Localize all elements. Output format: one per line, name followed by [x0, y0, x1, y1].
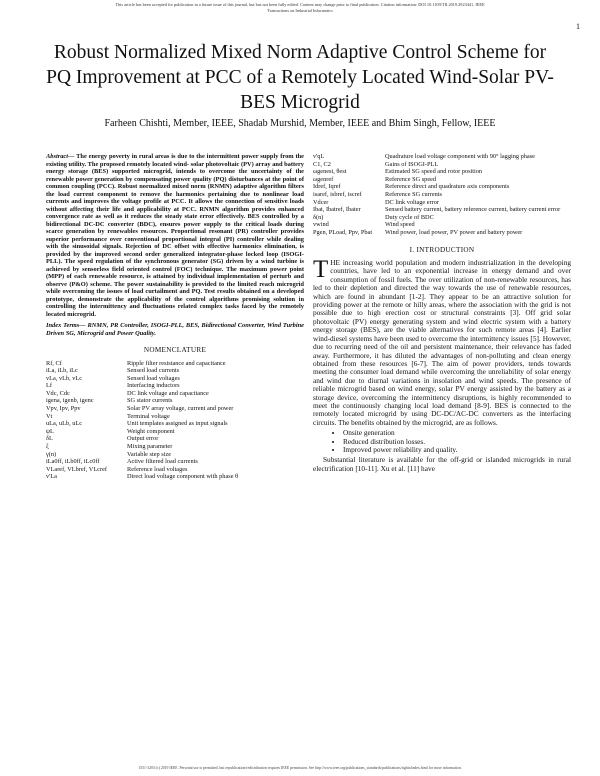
- nomenclature-definition: Estimated SG speed and rotor position: [385, 168, 483, 176]
- introduction-paragraph-1: [313, 256, 571, 427]
- benefit-item: • Onsite generation: [343, 429, 571, 437]
- nomenclature-entry: [313, 214, 571, 222]
- nomenclature-symbol: ωgenest, θest: [313, 168, 347, 176]
- nomenclature-definition: Reference SG currents: [385, 190, 442, 198]
- nomenclature-definition: Weight component: [127, 427, 175, 435]
- nomenclature-entry: [46, 420, 304, 428]
- nomenclature-list-right: [313, 153, 571, 237]
- page-number: 1: [576, 22, 580, 31]
- index-terms: Index Terms— RNMN, PR Controller, ISOGI-PLL, BES, Bidirectional Converter, Wind Turbine Driven SG, Microgrid and Power Quality.: [46, 322, 304, 337]
- nomenclature-symbol: C1, C2: [313, 160, 331, 168]
- abstract-text: The energy poverty in rural areas is due to the intermittent power supply from the existing utility. The proposed remotely located wind- solar photovoltaic (PV) array and battery energy storage (BES) supported microgrid, intends to overcome the uncertainty of the renewable power generation by compensating power quality (PQ) disturbances at the point of common coupling (PCC). Robust normalized mixed norm (RNMN) adaptive algorithm filters the load current component to remove the harmonics pertaining due to nonlinear load currents and improves the voltage profile at PCC. It allows the connection of sensitive loads without affecting their life and applicability at PCC. RNMN algorithm provides enhanced convergence rate as well as it reduces the steady state error effectively. BES controlled by a bidirectional DC-DC converter (BDC), ensures power supply to the critical loads during scarce generation by renewables resources. Proportional resonant (PR) controller provides superior performance over conventional proportional integral (PI) controller while dealing with the sinusoidal signals. Rejection of DC offset with effective harmonics elimination, is provided by the improved second order generalized integrator-phase locked loop (ISOGI-PLL). The speed regulation of the synchronous generator (SG) driven by a wind turbine is achieved by sensorless field oriented control (FOC) technique. The maximum power point (MPP) of each renewable resource, is attained by individual implementation of perturb and observe (P&O) scheme. The power sustainability is provided to the limited reach microgrid while overcoming the issues of load curtailment and PQ. Test results obtained on a developed prototype, demonstrate the applicability of the control algorithms promising solution in controlling the intermittency and fluctuations related complex tasks faced by the remotely located microgrid.: [46, 153, 304, 318]
- nomenclature-symbol: iLa0ff, iLb0ff, iLc0ff: [46, 458, 100, 466]
- nomenclature-symbol: VLaref, VLbref, VLcref: [46, 465, 107, 473]
- abstract: [46, 153, 304, 318]
- nomenclature-entry: [46, 413, 304, 421]
- nomenclature-symbol: vLa, vLb, vLc: [46, 374, 83, 382]
- nomenclature-entry: [46, 382, 304, 390]
- nomenclature-entry: [46, 405, 304, 413]
- header-line-1: This article has been accepted for publication in a future issue of this journal, but has not been fully edited. Content may change prior to final publication. Citation information: DOI 10.1109/TII.2019.2923441, IEEE: [115, 2, 485, 7]
- nomenclature-definition: Duty cycle of BDC: [385, 213, 434, 221]
- nomenclature-symbol: Idref, Iqref: [313, 183, 341, 191]
- nomenclature-symbol: Pgen, PLoad, Ppv, Pbat: [313, 228, 373, 236]
- nomenclature-entry: [46, 473, 304, 481]
- nomenclature-entry: [46, 466, 304, 474]
- nomenclature-definition: DC link voltage and capacitance: [127, 389, 209, 397]
- nomenclature-entry: [313, 183, 571, 191]
- nomenclature-entry: [313, 206, 571, 214]
- nomenclature-definition: Terminal voltage: [127, 412, 170, 420]
- nomenclature-symbol: ξ: [46, 443, 49, 451]
- drop-cap: T: [313, 256, 329, 284]
- paper-title: Robust Normalized Mixed Norm Adaptive Control Scheme for PQ Improvement at PCC of a Remotely Located Wind-Solar PV-BES Microgrid: [46, 42, 554, 113]
- nomenclature-definition: Quadrature load voltage component with 90° lagging phase: [385, 153, 535, 160]
- nomenclature-entry: [313, 229, 571, 237]
- abstract-label: Abstract—: [46, 153, 75, 160]
- nomenclature-definition: Direct load voltage component with phase θ: [127, 473, 239, 481]
- header-line-2: Transactions on Industrial Informatics: [267, 8, 333, 13]
- nomenclature-definition: Reference load voltages: [127, 465, 188, 473]
- nomenclature-definition: Sensed load currents: [127, 367, 180, 375]
- benefit-item: • Reduced distribution losses.: [343, 438, 571, 446]
- author-line: Farheen Chishti, Member, IEEE, Shadab Murshid, Member, IEEE and Bhim Singh, Fellow, IEEE: [104, 118, 496, 129]
- nomenclature-entry: [46, 435, 304, 443]
- nomenclature-definition: SG stator currents: [127, 397, 173, 405]
- nomenclature-symbol: ψL: [46, 427, 54, 435]
- nomenclature-definition: Wind power, load power, PV power and battery power: [385, 228, 523, 236]
- nomenclature-definition: Mixing parameter: [127, 443, 173, 451]
- nomenclature-symbol: vwind: [313, 221, 329, 229]
- nomenclature-definition: Sensed load voltages: [127, 374, 180, 382]
- nomenclature-entry: [46, 451, 304, 459]
- nomenclature-entry: [46, 397, 304, 405]
- benefits-list: [343, 429, 571, 454]
- nomenclature-symbol: v'qL: [313, 153, 325, 160]
- nomenclature-definition: Wind speed: [385, 221, 415, 229]
- nomenclature-entry: [313, 199, 571, 207]
- benefit-item: • Improved power reliability and quality.: [343, 446, 571, 454]
- nomenclature-symbol: δ(n): [313, 213, 324, 221]
- nomenclature-symbol: γ(n): [46, 450, 57, 458]
- nomenclature-definition: Output error: [127, 435, 159, 443]
- nomenclature-definition: Gains of ISOGI-PLL: [385, 160, 439, 168]
- nomenclature-entry: [313, 161, 571, 169]
- nomenclature-definition: Variable step size: [127, 450, 172, 458]
- left-column: [46, 153, 304, 481]
- nomenclature-entry: [313, 153, 571, 161]
- nomenclature-entry: [313, 176, 571, 184]
- nomenclature-symbol: Vdc, Cdc: [46, 389, 70, 397]
- journal-header: [20, 2, 580, 14]
- nomenclature-entry: [46, 428, 304, 436]
- nomenclature-entry: [313, 221, 571, 229]
- nomenclature-definition: Ripple filter resistance and capacitance: [127, 359, 226, 367]
- nomenclature-definition: Active filtered load currents: [127, 458, 198, 466]
- nomenclature-entry: [46, 375, 304, 383]
- nomenclature-entry: [46, 367, 304, 375]
- nomenclature-symbol: isaref, isbref, iscref: [313, 190, 362, 198]
- introduction-paragraph-2: Substantial literature is available for the off-grid or islanded microgrids in rural electrification [10-11]. Xu et al. [11] have: [313, 455, 571, 473]
- nomenclature-symbol: iLa, iLb, iLc: [46, 367, 78, 375]
- nomenclature-definition: Solar PV array voltage, current and power: [127, 405, 234, 413]
- nomenclature-symbol: Ibat, Ibatref, Ibater: [313, 206, 361, 214]
- introduction-heading: I. INTRODUCTION: [409, 245, 475, 254]
- nomenclature-entry: [313, 191, 571, 199]
- nomenclature-symbol: uLa, uLb, uLc: [46, 420, 83, 428]
- right-column: [313, 153, 571, 473]
- nomenclature-symbol: Vpv, Ipv, Ppv: [46, 405, 81, 413]
- nomenclature-symbol: ωgenref: [313, 175, 334, 183]
- copyright-footer: 1551-3203 (c) 2019 IEEE. Personal use is permitted, but republication/redistribution requires IEEE permission. See http://www.ieee.org/publications_standards/publications/rights/index.html for more information.: [138, 766, 462, 770]
- nomenclature-definition: Sensed battery current, battery reference current, battery current error: [385, 206, 561, 214]
- nomenclature-definition: Unit templates assigned as input signals: [127, 420, 228, 428]
- nomenclature-symbol: δL: [46, 435, 53, 443]
- nomenclature-symbol: igena, igenb, igenc: [46, 397, 94, 405]
- intro-text: HE increasing world population and modern industrialization in the developing countries, have led to an exponential increase in energy demand and over consumption of fossil fuels. The over utilization of non-renewable resources, has led to their depletion and directed the way towards the use of renewable resources, which are found in abundant [1-2]. They appear to be an attractive solution for providing power at the remote or hilly areas, where the association with the grid is not possible due to high erection cost or structural constraints [3]. Off grid solar photovoltaic (PV) energy generating system and wind electric system with a battery energy storage (BES), are the viable alternatives for such remote areas [4]. Earlier wind-diesel systems have been used to overcome the intermittency issues [5]. However, due to recurring need of the oil and persistent maintenance, their relevance has faded away. Furthermore, it has diluted the advantages of non-polluting and clean energy obtained from these resources [6-7]. The aim of power providers, tends towards meeting the consumer load demand while overcoming the unreliability of solar energy and wind due to diurnal variations in insolation and wind speeds. The presence of reliable microgrid based on wind energy, solar PV energy assisted by the battery as a storage device, overcoming the intermittency disruptions, is highly recommended to meet the continuously changing local load demand [8-9]. BES is connected to the remotely located microgrid by using DC-DC/AC-DC converters as the interfacing circuits. The benefits obtained by the microgrid, are as follows.: [313, 258, 571, 427]
- nomenclature-entry: [46, 360, 304, 368]
- nomenclature-heading: NOMENCLATURE: [143, 346, 207, 354]
- nomenclature-entry: [46, 390, 304, 398]
- nomenclature-definition: Reference direct and quadrature axis components: [385, 183, 510, 191]
- nomenclature-symbol: Vdcer: [313, 198, 329, 206]
- nomenclature-definition: Interfacing inductors: [127, 382, 180, 390]
- nomenclature-entry: [313, 168, 571, 176]
- nomenclature-symbol: Rf, Cf: [46, 359, 62, 367]
- nomenclature-definition: Reference SG speed: [385, 175, 437, 183]
- nomenclature-symbol: v'La: [46, 473, 57, 481]
- nomenclature-entry: [46, 443, 304, 451]
- nomenclature-list-left: [46, 360, 304, 482]
- nomenclature-symbol: Vt: [46, 412, 53, 420]
- nomenclature-definition: DC link voltage error: [385, 198, 440, 206]
- nomenclature-entry: [46, 458, 304, 466]
- nomenclature-symbol: Lf: [46, 382, 52, 390]
